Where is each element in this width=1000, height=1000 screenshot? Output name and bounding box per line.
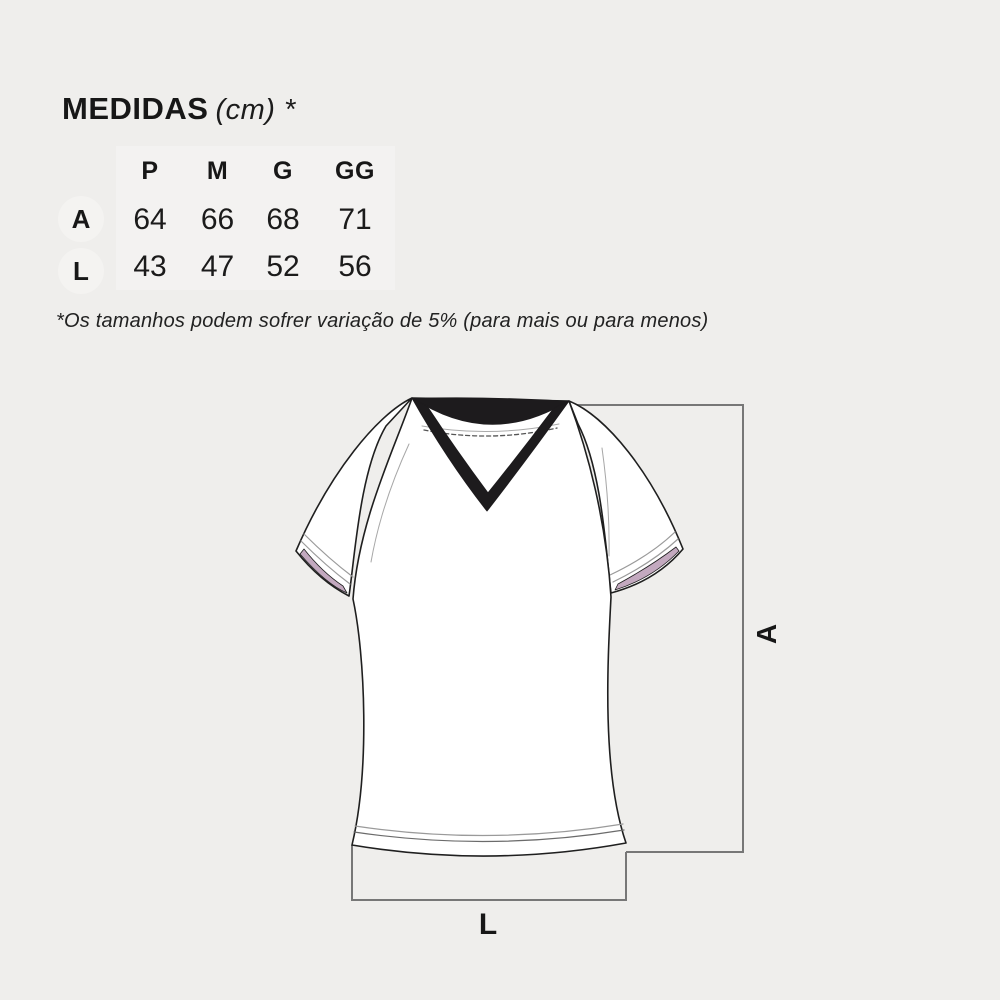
value-a-m: 66 (200, 203, 235, 236)
footnote: *Os tamanhos podem sofrer variação de 5% (para mais ou para menos) (56, 310, 709, 332)
tshirt-drawing (296, 397, 683, 856)
value-l-g: 52 (266, 250, 300, 283)
value-l-m: 47 (200, 250, 235, 283)
row-badge-l: L (58, 248, 104, 294)
row-badge-a: A (58, 196, 104, 242)
title-text: MEDIDAS (62, 91, 209, 126)
value-a-p: 64 (133, 203, 167, 236)
width-label: L (478, 908, 498, 941)
title-unit-text: (cm) * (215, 94, 296, 126)
column-header-p: P (141, 156, 159, 185)
value-l-gg: 56 (338, 250, 372, 283)
column-header-g: G (273, 156, 293, 185)
value-l-p: 43 (133, 250, 167, 283)
value-a-g: 68 (266, 203, 300, 236)
column-header-m: M (206, 156, 229, 185)
column-header-gg: GG (335, 156, 375, 185)
height-label: A (751, 623, 782, 645)
value-a-gg: 71 (338, 203, 372, 236)
shirt-body (352, 398, 626, 856)
